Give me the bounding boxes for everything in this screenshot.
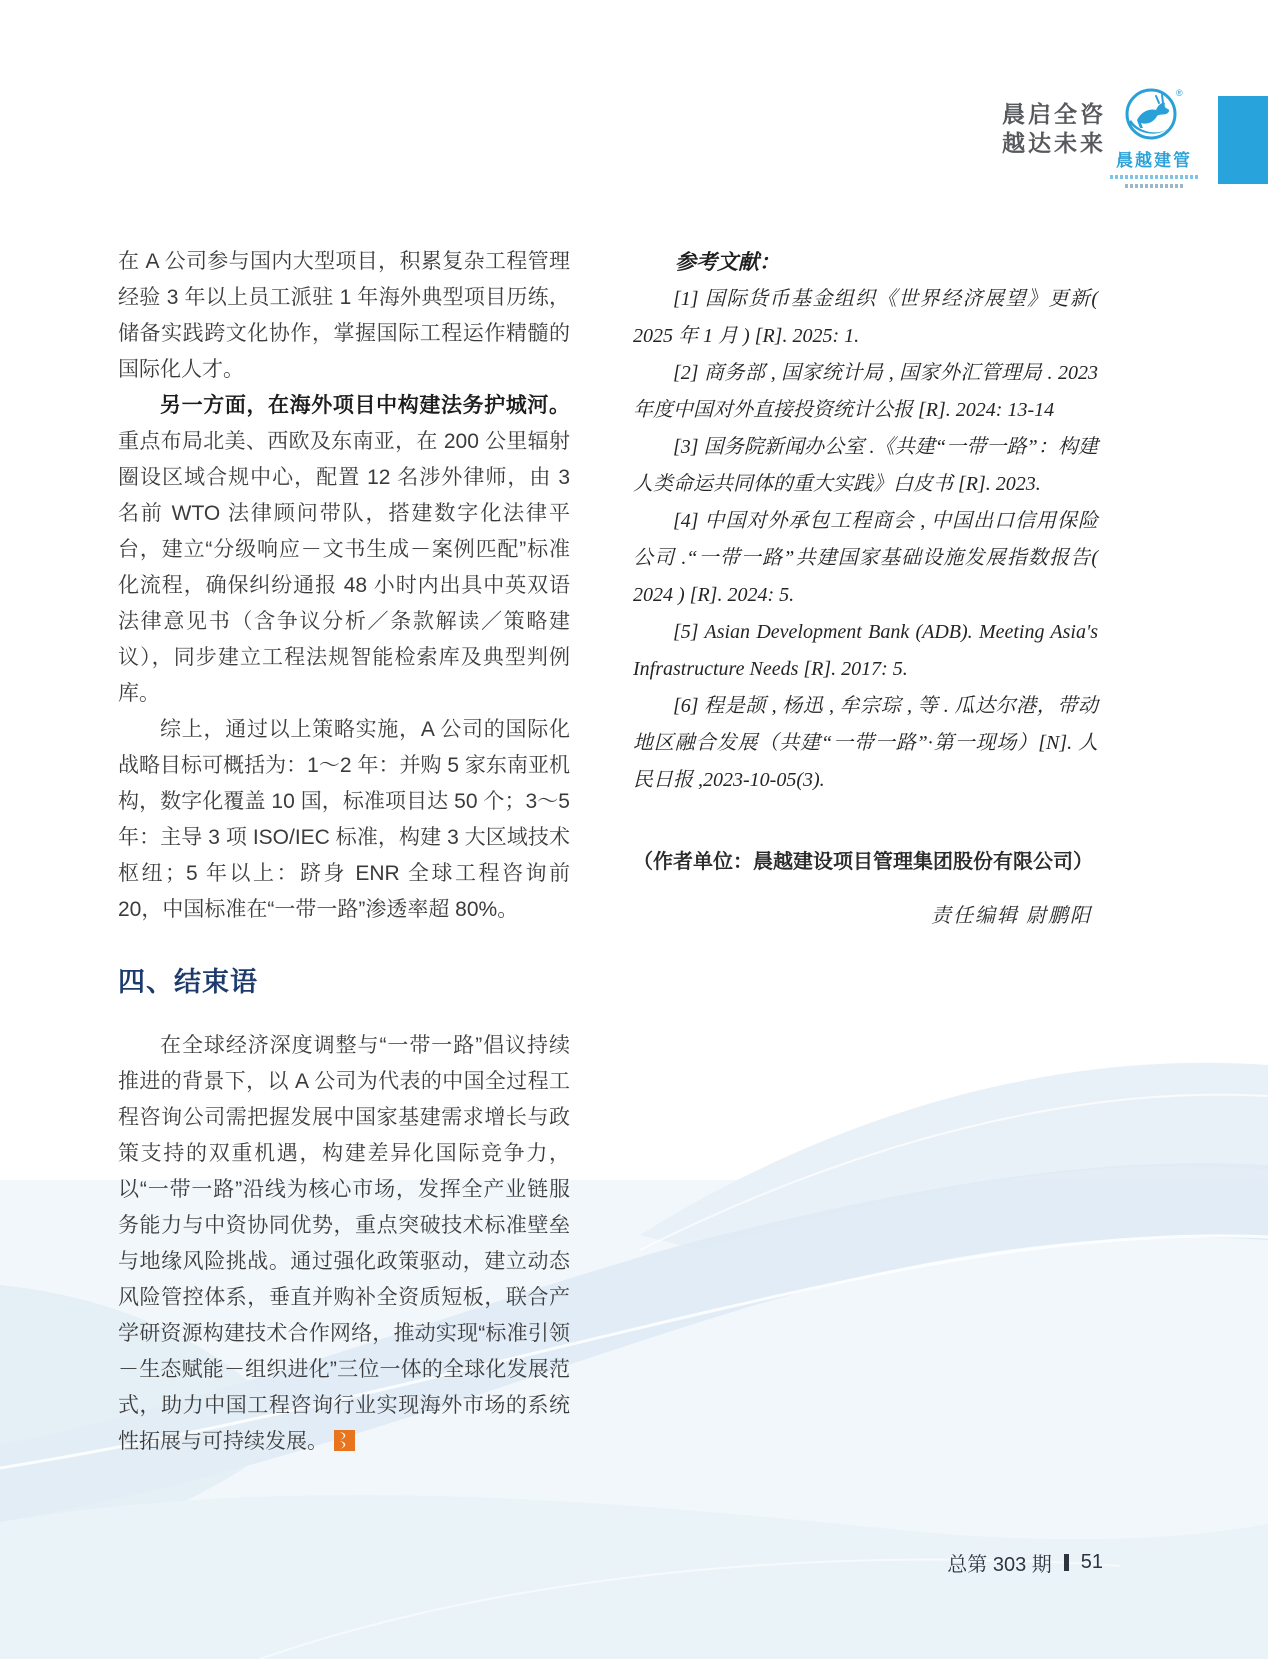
reference-item: [2] 商务部 , 国家统计局 , 国家外汇管理局 . 2023 年度中国对外直接投资统计公报 [R]. 2024: 13-14 [633,362,1098,421]
logo-brand-text: 晨越建管 [1116,151,1192,170]
brand-color-bar [1218,96,1268,184]
editor-credit: 责任编辑 尉鹏阳 [931,905,1092,927]
references-heading: 参考文献： [675,250,780,274]
reference-item: [3] 国务院新闻办公室 .《共建“一带一路”：构建人类命运共同体的重大实践》白皮书 [R]. 2023. [633,436,1098,495]
right-column [633,244,1098,953]
paragraph [118,1028,570,1460]
article-end-icon [334,1430,355,1451]
logo-english-microtext [1110,175,1198,179]
reference-item: [5] Asian Development Bank (ADB). Meeting Asia's Infrastructure Needs [R]. 2017: 5. [633,621,1098,680]
paragraph-text: 在全球经济深度调整与“一带一路”倡议持续推进的背景下，以 A 公司为代表的中国全过程工程咨询公司需把握发展中国家基建需求增长与政策支持的双重机遇，构建差异化国际竞争力，以“一带一路”沿线为核心市场，发挥全产业链服务能力与中资协同优势，重点突破技术标准壁垒与地缘风险挑战。通过强化政策驱动，建立动态风险管控体系，垂直并购补全资质短板，联合产学研资源构建技术合作网络，推动实现“标准引领－生态赋能－组织进化”三位一体的全球化发展范式，助力中国工程咨询行业实现海外市场的系统性拓展与可持续发展。 [118,1034,570,1453]
trademark-symbol: ® [1176,88,1183,98]
page-number: 51 [1080,1551,1103,1573]
paragraph [118,388,570,712]
paragraph: 在 A 公司参与国内大型项目，积累复杂工程管理经验 3 年以上员工派驻 1 年海外典型项目历练，储备实践跨文化协作，掌握国际工程运作精髓的国际化人才。 [118,250,570,381]
logo-tagline-microtext [1125,184,1183,188]
paragraph: 综上，通过以上策略实施，A 公司的国际化战略目标可概括为：1～2 年：并购 5 家东南亚机构，数字化覆盖 10 国，标准项目达 50 个；3～5 年：主导 3 项 ISO/IEC 标准，构建 3 大区域技术枢纽；5 年以上：跻身 ENR 全球工程咨询前 20，中国标准在“一带一路”渗透率超 80%。 [118,718,570,921]
paragraph-lead-bold: 另一方面，在海外项目中构建法务护城河。 [160,394,570,417]
header-slogan [1002,100,1106,158]
slogan-line-2: 越达未来 [1002,130,1106,156]
reference-item: [1] 国际货币基金组织《世界经济展望》更新( 2025 年 1 月 ) [R]. 2025: 1. [633,288,1098,347]
footer-separator [1064,1554,1069,1571]
publisher-logo [1106,86,1202,188]
reference-item: [4] 中国对外承包工程商会 , 中国出口信用保险公司 .“一带一路”共建国家基础设施发展指数报告( 2024 ) [R]. 2024: 5. [633,510,1098,606]
page-footer [947,1548,1103,1577]
reference-item: [6] 程是颉 , 杨迅 , 牟宗琮 , 等 . 瓜达尔港，带动地区融合发展（共建“一带一路”·第一现场）[N]. 人民日报 ,2023-10-05(3). [633,695,1098,791]
author-affiliation: （作者单位：晨越建设项目管理集团股份有限公司） [633,851,1093,873]
paragraph-text: 重点布局北美、西欧及东南亚，在 200 公里辐射圈设区域合规中心，配置 12 名涉外律师，由 3 名前 WTO 法律顾问带队，搭建数字化法律平台，建立“分级响应－文书生成－案例匹配”标准化流程，确保纠纷通报 48 小时内出具中英双语法律意见书（含争议分析／条款解读／策略建议），同步建立工程法规智能检索库及典型判例库。 [118,430,570,705]
slogan-line-1: 晨启全咨 [1002,101,1106,127]
left-column [118,244,570,1460]
section-heading: 四、结束语 [118,967,258,997]
deer-logo-icon [1123,86,1185,144]
issue-label: 总第 303 期 [947,1554,1052,1576]
